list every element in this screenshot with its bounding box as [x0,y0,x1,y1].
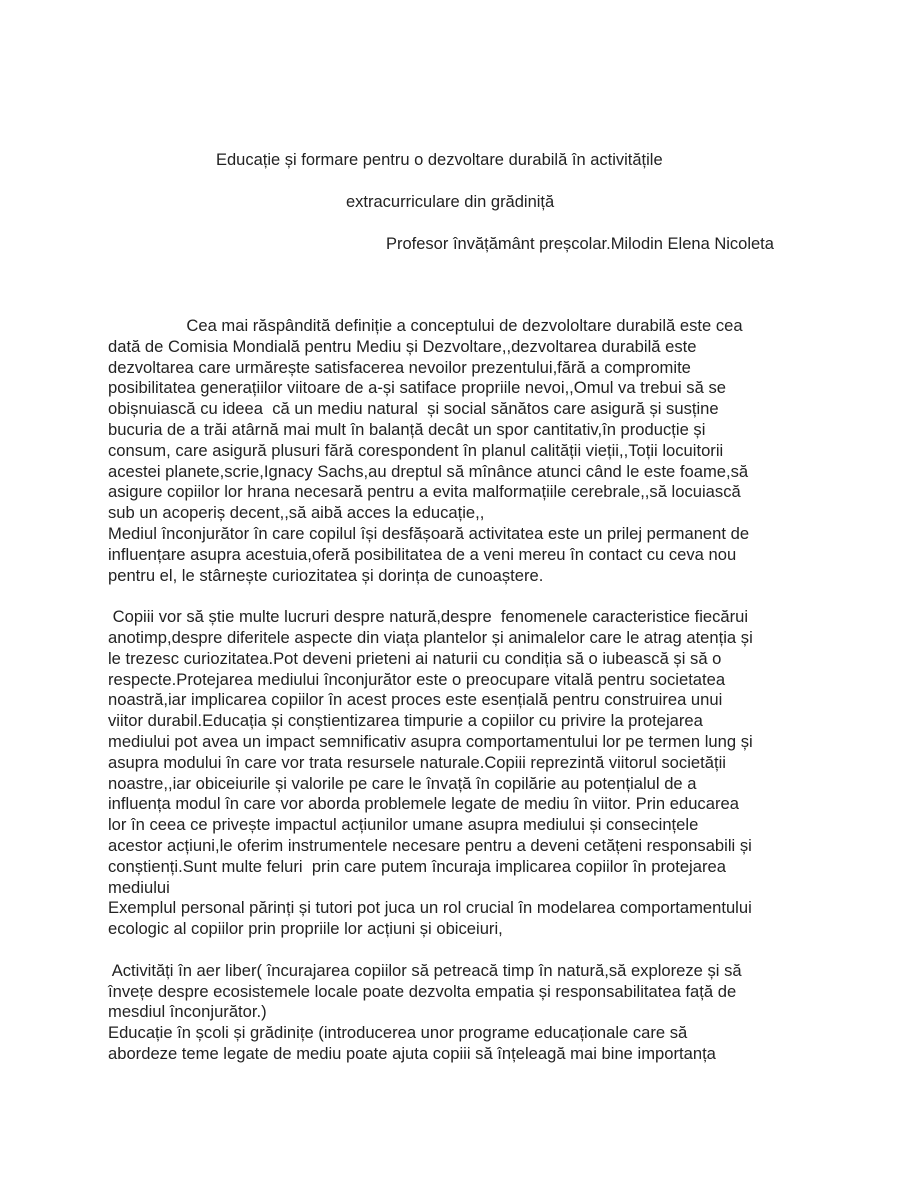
text-line: Activități în aer liber( încurajarea copiilor să petreacă timp în natură,să exploreze și să [108,960,742,980]
paragraph-school-education [108,1023,808,1065]
text-line: mesdiul înconjurător.) [108,1002,267,1022]
title-line-2: extracurriculare din grădiniță [346,193,555,211]
document-body [108,316,808,1065]
text-line: posibilitatea generațiilor viitoare de a-și satiface propriile nevoi,,Omul va trebui să se [108,378,726,398]
text-line: asupra modului în care vor trata resursele naturale.Copiii reprezintă viitorul societății [108,752,726,772]
text-line: influențare asupra acestuia,oferă posibilitatea de a veni mereu în contact cu ceva nou [108,544,737,564]
text-line: sub un acoperiș decent,,să aibă acces la educație,, [108,503,485,523]
text-line: mediului [108,877,170,897]
text-line: asigure copiilor lor hrana necesară pentru a evita malformațiile cerebrale,,să locuiască [108,482,741,502]
text-line: pentru el, le stârnește curiozitatea și dorința de cunoaștere. [108,565,544,585]
text-line: Mediul înconjurător în care copilul își desfășoară activitatea este un prilej permanent de [108,523,750,543]
text-line: dată de Comisia Mondială pentru Mediu și Dezvoltare,,dezvoltarea durabilă este [108,336,697,356]
paragraph-outdoor-activities [108,961,808,1023]
text-line: acestei planete,scrie,Ignacy Sachs,au dreptul să mînânce atunci când le este foame,să [108,461,749,481]
text-line: învețe despre ecosistemele locale poate dezvolta empatia și responsabilitatea față de [108,981,737,1001]
paragraph-children [108,607,808,898]
paragraph-environment [108,524,808,586]
text-line: Copiii vor să știe multe lucruri despre natură,despre fenomenele caracteristice fiecărui [108,607,749,627]
text-line: consum, care asigură plusuri fără corespondent în planul calității vieții,,Toții locuitorii [108,440,724,460]
text-line: noastră,iar implicarea copiilor în acest proces este esențială pentru construirea unui [108,690,723,710]
text-line: conștienți.Sunt multe feluri prin care putem încuraja implicarea copiilor în protejarea [108,856,726,876]
text-line: influența modul în care vor aborda problemele legate de mediu în viitor. Prin educarea [108,794,739,814]
paragraph-definition [108,316,808,524]
text-line: Exemplul personal părinți și tutori pot juca un rol crucial în modelarea comportamentului [108,898,752,918]
author-line: Profesor învățământ preșcolar.Milodin Elena Nicoleta [386,235,774,253]
text-line: respecte.Protejarea mediului înconjurător este o preocupare vitală pentru societatea [108,669,726,689]
text-line: obișnuiască cu ideea că un mediu natural și social sănătos care asigură și susține [108,399,719,419]
text-line: viitor durabil.Educația și conștientizarea timpurie a copiilor cu privire la protejarea [108,711,703,731]
text-line: mediului pot avea un impact semnificativ asupra comportamentului lor pe termen lung și [108,731,753,751]
text-line: acestor acțiuni,le oferim instrumentele necesare pentru a deveni cetățeni responsabili și [108,835,752,855]
text-line: dezvoltarea care urmărește satisfacerea nevoilor prezentului,fără a compromite [108,357,691,377]
text-line: noastre,,iar obiceiurile și valorile pe care le învață în copilărie au potențialul de a [108,773,697,793]
text-line: lor în ceea ce privește impactul acțiunilor umane asupra mediului și consecințele [108,815,699,835]
text-line: Educație în școli și grădinițe (introducerea unor programe educaționale care să [108,1023,688,1043]
text-line: anotimp,despre diferitele aspecte din viața plantelor și animalelor care le atrag atenția și [108,627,753,647]
paragraph-personal-example [108,898,808,940]
text-line: Cea mai răspândită definiție a conceptului de dezvololtare durabilă este cea [108,316,743,335]
blank-line [108,940,808,961]
text-line: le trezesc curiozitatea.Pot deveni prieteni ai naturii cu condiția să o iubească și să o [108,648,722,668]
title-line-1: Educație și formare pentru o dezvoltare durabilă în activitățile [216,151,663,169]
text-line: bucuria de a trăi atârnă mai mult în balanță decât un spor cantitativ,în producție și [108,419,706,439]
text-line: abordeze teme legate de mediu poate ajuta copiii să înțeleagă mai bine importanța [108,1043,716,1063]
text-line: ecologic al copiilor prin propriile lor acțiuni și obiceiuri, [108,919,503,939]
blank-line [108,586,808,607]
